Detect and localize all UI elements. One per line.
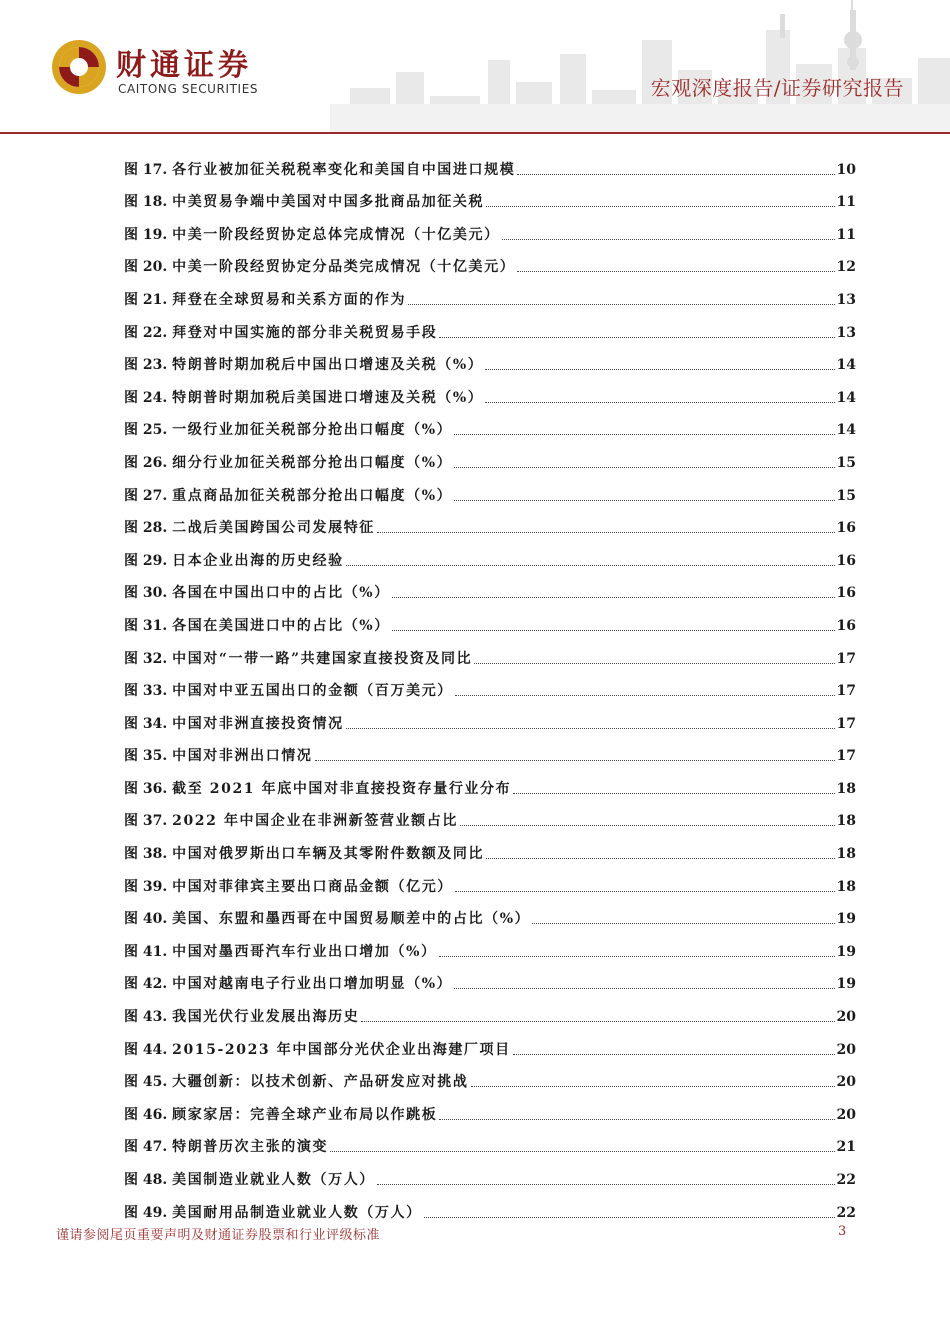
toc-page-number: 20 bbox=[836, 1009, 856, 1026]
toc-figure-title: 中国对非洲直接投资情况 bbox=[172, 715, 344, 732]
toc-dot-leader bbox=[455, 890, 835, 892]
toc-figure-number: 图 23. bbox=[124, 357, 168, 374]
toc-entry[interactable] bbox=[124, 407, 856, 440]
toc-figure-number: 图 31. bbox=[124, 617, 168, 634]
toc-dot-leader bbox=[474, 662, 834, 664]
logo-chinese-name: 财通证券 bbox=[116, 48, 252, 83]
toc-page-number: 18 bbox=[836, 846, 856, 863]
toc-entry[interactable] bbox=[124, 602, 856, 635]
toc-dot-leader bbox=[486, 205, 834, 207]
toc-page-number: 20 bbox=[836, 1074, 856, 1091]
toc-figure-title: 截至 2021 年底中国对非直接投资存量行业分布 bbox=[172, 780, 512, 797]
toc-entry-label bbox=[124, 1073, 469, 1091]
toc-entry-label bbox=[124, 943, 437, 961]
toc-page-number: 10 bbox=[836, 161, 856, 178]
toc-entry-label bbox=[124, 584, 390, 602]
toc-figure-title: 中国对越南电子行业出口增加明显（%） bbox=[172, 976, 453, 993]
toc-figure-title: 特朗普时期加税后美国进口增速及关税（%） bbox=[172, 389, 484, 406]
toc-figure-title: 美国、东盟和墨西哥在中国贸易顺差中的占比（%） bbox=[172, 911, 531, 928]
toc-entry-label bbox=[124, 682, 453, 700]
toc-dot-leader bbox=[485, 368, 834, 370]
toc-entry-label bbox=[124, 454, 452, 472]
toc-figure-number: 图 41. bbox=[124, 943, 168, 960]
toc-page-number: 12 bbox=[836, 259, 856, 276]
toc-entry[interactable] bbox=[124, 765, 856, 798]
toc-entry[interactable] bbox=[124, 928, 856, 961]
toc-entry-label bbox=[124, 193, 484, 211]
toc-entry[interactable] bbox=[124, 1124, 856, 1157]
toc-page-number: 18 bbox=[836, 780, 856, 797]
toc-dot-leader bbox=[486, 857, 834, 859]
toc-dot-leader bbox=[454, 433, 834, 435]
toc-figure-number: 图 18. bbox=[124, 194, 168, 211]
toc-entry[interactable] bbox=[124, 537, 856, 570]
toc-figure-title: 拜登对中国实施的部分非关税贸易手段 bbox=[172, 324, 438, 341]
toc-figure-title: 美国耐用品制造业就业人数（万人） bbox=[172, 1204, 422, 1221]
toc-figure-number: 图 44. bbox=[124, 1041, 168, 1058]
toc-figure-number: 图 17. bbox=[124, 161, 168, 178]
toc-entry-label bbox=[124, 552, 344, 570]
toc-figure-title: 中国对中亚五国出口的金额（百万美元） bbox=[172, 683, 453, 700]
toc-dot-leader bbox=[485, 401, 834, 403]
toc-page-number: 19 bbox=[836, 911, 856, 928]
toc-page-number: 16 bbox=[836, 552, 856, 569]
toc-page-number: 15 bbox=[836, 454, 856, 471]
logo-english-name: CAITONG SECURITIES bbox=[118, 82, 259, 96]
toc-dot-leader bbox=[460, 824, 835, 826]
toc-dot-leader bbox=[392, 596, 835, 598]
toc-figure-title: 顾家家居：完善全球产业布局以作跳板 bbox=[172, 1106, 438, 1123]
toc-figure-number: 图 48. bbox=[124, 1172, 168, 1188]
toc-figure-number: 图 22. bbox=[124, 324, 168, 341]
toc-page-number: 14 bbox=[836, 422, 856, 439]
page-header bbox=[0, 0, 950, 140]
toc-entry[interactable] bbox=[124, 1091, 856, 1124]
toc-entry-label bbox=[124, 226, 500, 244]
toc-dot-leader bbox=[532, 922, 834, 924]
toc-figure-number: 图 25. bbox=[124, 422, 168, 439]
toc-dot-leader bbox=[454, 466, 834, 468]
toc-entry-label bbox=[124, 617, 390, 635]
toc-dot-leader bbox=[517, 270, 834, 272]
toc-entry[interactable] bbox=[124, 896, 856, 929]
toc-entry-label bbox=[124, 1041, 511, 1059]
toc-entry-label bbox=[124, 910, 530, 928]
toc-figure-number: 图 20. bbox=[124, 259, 168, 276]
toc-page-number: 18 bbox=[836, 878, 856, 895]
toc-figure-number: 图 35. bbox=[124, 748, 168, 765]
toc-figure-title: 中国对非洲出口情况 bbox=[172, 748, 313, 765]
toc-entry[interactable] bbox=[124, 1156, 856, 1189]
toc-page-number: 19 bbox=[836, 976, 856, 993]
toc-figure-title: 各国在中国出口中的占比（%） bbox=[172, 585, 390, 602]
footer-disclaimer: 谨请参阅尾页重要声明及财通证券股票和行业评级标准 bbox=[56, 1228, 381, 1243]
toc-figure-number: 图 30. bbox=[124, 585, 168, 602]
toc-page-number: 16 bbox=[836, 520, 856, 537]
toc-figure-number: 图 26. bbox=[124, 454, 168, 471]
toc-entry-label bbox=[124, 650, 472, 668]
toc-figure-number: 图 37. bbox=[124, 813, 168, 830]
toc-figure-number: 图 19. bbox=[124, 226, 168, 243]
toc-page-number: 21 bbox=[836, 1139, 856, 1156]
toc-entry[interactable] bbox=[124, 472, 856, 505]
toc-dot-leader bbox=[517, 173, 834, 175]
toc-dot-leader bbox=[439, 336, 834, 338]
toc-page-number: 11 bbox=[836, 226, 856, 243]
city-skyline-graphic bbox=[330, 0, 950, 132]
toc-entry[interactable] bbox=[124, 179, 856, 212]
toc-figure-number: 图 28. bbox=[124, 520, 168, 537]
toc-entry-label bbox=[124, 324, 437, 342]
toc-page-number: 22 bbox=[836, 1172, 856, 1188]
toc-figure-number: 图 24. bbox=[124, 389, 168, 406]
toc-entry-label bbox=[124, 356, 483, 374]
toc-dot-leader bbox=[513, 792, 834, 794]
toc-entry[interactable] bbox=[124, 798, 856, 831]
toc-figure-number: 图 40. bbox=[124, 911, 168, 928]
toc-dot-leader bbox=[377, 1183, 835, 1185]
toc-page-number: 15 bbox=[836, 487, 856, 504]
report-type-label: 宏观深度报告/证券研究报告 bbox=[650, 76, 904, 100]
toc-page-number: 16 bbox=[836, 585, 856, 602]
toc-figure-number: 图 49. bbox=[124, 1204, 168, 1221]
toc-figure-number: 图 27. bbox=[124, 487, 168, 504]
toc-dot-leader bbox=[361, 1020, 834, 1022]
toc-entry-label bbox=[124, 258, 515, 276]
toc-entry[interactable] bbox=[124, 1026, 856, 1059]
toc-entry-label bbox=[124, 291, 406, 309]
toc-entry-label bbox=[124, 1171, 375, 1189]
toc-entry[interactable] bbox=[124, 146, 856, 179]
toc-entry[interactable] bbox=[124, 505, 856, 538]
toc-page-number: 17 bbox=[836, 683, 856, 700]
toc-page-number: 17 bbox=[836, 715, 856, 732]
toc-entry[interactable] bbox=[124, 700, 856, 733]
toc-entry[interactable] bbox=[124, 1189, 856, 1222]
toc-figure-title: 中美一阶段经贸协定总体完成情况（十亿美元） bbox=[172, 226, 500, 243]
toc-entry[interactable] bbox=[124, 211, 856, 244]
toc-dot-leader bbox=[471, 1085, 835, 1087]
toc-dot-leader bbox=[502, 238, 835, 240]
toc-figure-number: 图 47. bbox=[124, 1139, 168, 1156]
toc-dot-leader bbox=[346, 727, 835, 729]
toc-page-number: 14 bbox=[836, 389, 856, 406]
toc-figure-title: 二战后美国跨国公司发展特征 bbox=[172, 520, 375, 537]
toc-entry-label bbox=[124, 747, 313, 765]
toc-figure-title: 特朗普历次主张的演变 bbox=[172, 1139, 329, 1156]
toc-dot-leader bbox=[392, 629, 835, 631]
toc-figure-title: 各行业被加征关税税率变化和美国自中国进口规模 bbox=[172, 161, 516, 178]
toc-page-number: 13 bbox=[836, 291, 856, 308]
caitong-logo-icon bbox=[50, 38, 108, 96]
toc-entry[interactable] bbox=[124, 244, 856, 277]
toc-figure-title: 美国制造业就业人数（万人） bbox=[172, 1172, 375, 1188]
toc-entry-label bbox=[124, 812, 458, 830]
toc-entry[interactable] bbox=[124, 570, 856, 603]
toc-entry[interactable] bbox=[124, 830, 856, 863]
toc-dot-leader bbox=[454, 987, 834, 989]
toc-entry[interactable] bbox=[124, 961, 856, 994]
toc-entry[interactable] bbox=[124, 374, 856, 407]
toc-entry-label bbox=[124, 1138, 328, 1156]
toc-entry-label bbox=[124, 878, 453, 896]
toc-dot-leader bbox=[454, 499, 834, 501]
toc-figure-title: 特朗普时期加税后中国出口增速及关税（%） bbox=[172, 357, 484, 374]
toc-figure-number: 图 21. bbox=[124, 291, 168, 308]
toc-dot-leader bbox=[439, 955, 835, 957]
toc-figure-title: 中国对“一带一路”共建国家直接投资及同比 bbox=[172, 650, 473, 667]
toc-entry-label bbox=[124, 715, 344, 733]
toc-figure-title: 2022 年中国企业在非洲新签营业额占比 bbox=[172, 813, 458, 830]
toc-figure-number: 图 36. bbox=[124, 780, 168, 797]
toc-entry[interactable] bbox=[124, 863, 856, 896]
toc-figure-number: 图 38. bbox=[124, 846, 168, 863]
toc-figure-title: 我国光伏行业发展出海历史 bbox=[172, 1009, 360, 1026]
header-divider bbox=[0, 132, 950, 134]
toc-dot-leader bbox=[377, 531, 835, 533]
toc-entry[interactable] bbox=[124, 439, 856, 472]
toc-figure-title: 各国在美国进口中的占比（%） bbox=[172, 617, 390, 634]
toc-entry[interactable] bbox=[124, 276, 856, 309]
toc-figure-title: 中国对菲律宾主要出口商品金额（亿元） bbox=[172, 878, 453, 895]
toc-figure-title: 2015-2023 年中国部分光伏企业出海建厂项目 bbox=[172, 1041, 511, 1058]
toc-entry[interactable] bbox=[124, 635, 856, 668]
toc-figure-number: 图 43. bbox=[124, 1009, 168, 1026]
toc-figure-title: 细分行业加征关税部分抢出口幅度（%） bbox=[172, 454, 453, 471]
toc-page-number: 18 bbox=[836, 813, 856, 830]
toc-dot-leader bbox=[513, 1053, 835, 1055]
toc-entry-label bbox=[124, 1106, 437, 1124]
toc-figure-number: 图 46. bbox=[124, 1106, 168, 1123]
toc-page-number: 11 bbox=[836, 194, 856, 211]
toc-figure-number: 图 45. bbox=[124, 1074, 168, 1091]
toc-figure-title: 中国对俄罗斯出口车辆及其零附件数额及同比 bbox=[172, 846, 485, 863]
toc-dot-leader bbox=[424, 1216, 835, 1218]
toc-dot-leader bbox=[455, 694, 835, 696]
toc-entry-label bbox=[124, 845, 484, 863]
toc-figure-number: 图 29. bbox=[124, 552, 168, 569]
toc-entry[interactable] bbox=[124, 342, 856, 375]
toc-entry-label bbox=[124, 519, 375, 537]
toc-figure-title: 中国对墨西哥汽车行业出口增加（%） bbox=[172, 943, 437, 960]
toc-entry-label bbox=[124, 780, 511, 798]
toc-dot-leader bbox=[330, 1150, 834, 1152]
toc-entry-label bbox=[124, 1204, 422, 1222]
toc-dot-leader bbox=[315, 759, 835, 761]
toc-entry-label bbox=[124, 389, 483, 407]
toc-page-number: 13 bbox=[836, 324, 856, 341]
toc-figure-title: 重点商品加征关税部分抢出口幅度（%） bbox=[172, 487, 453, 504]
toc-figure-title: 中美贸易争端中美国对中国多批商品加征关税 bbox=[172, 194, 485, 211]
page-number: 3 bbox=[838, 1224, 847, 1239]
toc-figure-number: 图 39. bbox=[124, 878, 168, 895]
toc-page-number: 16 bbox=[836, 617, 856, 634]
toc-page-number: 19 bbox=[836, 943, 856, 960]
toc-page-number: 17 bbox=[836, 748, 856, 765]
toc-entry-label bbox=[124, 487, 452, 505]
toc-figure-title: 中美一阶段经贸协定分品类完成情况（十亿美元） bbox=[172, 259, 516, 276]
toc-entry[interactable] bbox=[124, 993, 856, 1026]
toc-figure-number: 图 34. bbox=[124, 715, 168, 732]
toc-figure-title: 日本企业出海的历史经验 bbox=[172, 552, 344, 569]
toc-dot-leader bbox=[346, 564, 835, 566]
toc-entry[interactable] bbox=[124, 309, 856, 342]
toc-dot-leader bbox=[439, 1118, 834, 1120]
toc-entry[interactable] bbox=[124, 1059, 856, 1092]
toc-figure-number: 图 42. bbox=[124, 976, 168, 993]
toc-dot-leader bbox=[408, 303, 834, 305]
toc-entry[interactable] bbox=[124, 668, 856, 701]
toc-page-number: 14 bbox=[836, 357, 856, 374]
toc-page-number: 20 bbox=[836, 1041, 856, 1058]
toc-page-number: 22 bbox=[836, 1204, 856, 1221]
toc-entry[interactable] bbox=[124, 733, 856, 766]
toc-page-number: 20 bbox=[836, 1106, 856, 1123]
toc-figure-title: 一级行业加征关税部分抢出口幅度（%） bbox=[172, 422, 453, 439]
toc-figure-title: 大疆创新：以技术创新、产品研发应对挑战 bbox=[172, 1074, 469, 1091]
toc-entry-label bbox=[124, 975, 452, 993]
toc-entry-label bbox=[124, 421, 452, 439]
toc-figure-number: 图 32. bbox=[124, 650, 168, 667]
toc-entry-label bbox=[124, 161, 515, 179]
toc-figure-title: 拜登在全球贸易和关系方面的作为 bbox=[172, 291, 407, 308]
toc-entry-label bbox=[124, 1008, 359, 1026]
toc-page-number: 17 bbox=[836, 650, 856, 667]
figure-list bbox=[124, 146, 856, 1222]
toc-figure-number: 图 33. bbox=[124, 683, 168, 700]
